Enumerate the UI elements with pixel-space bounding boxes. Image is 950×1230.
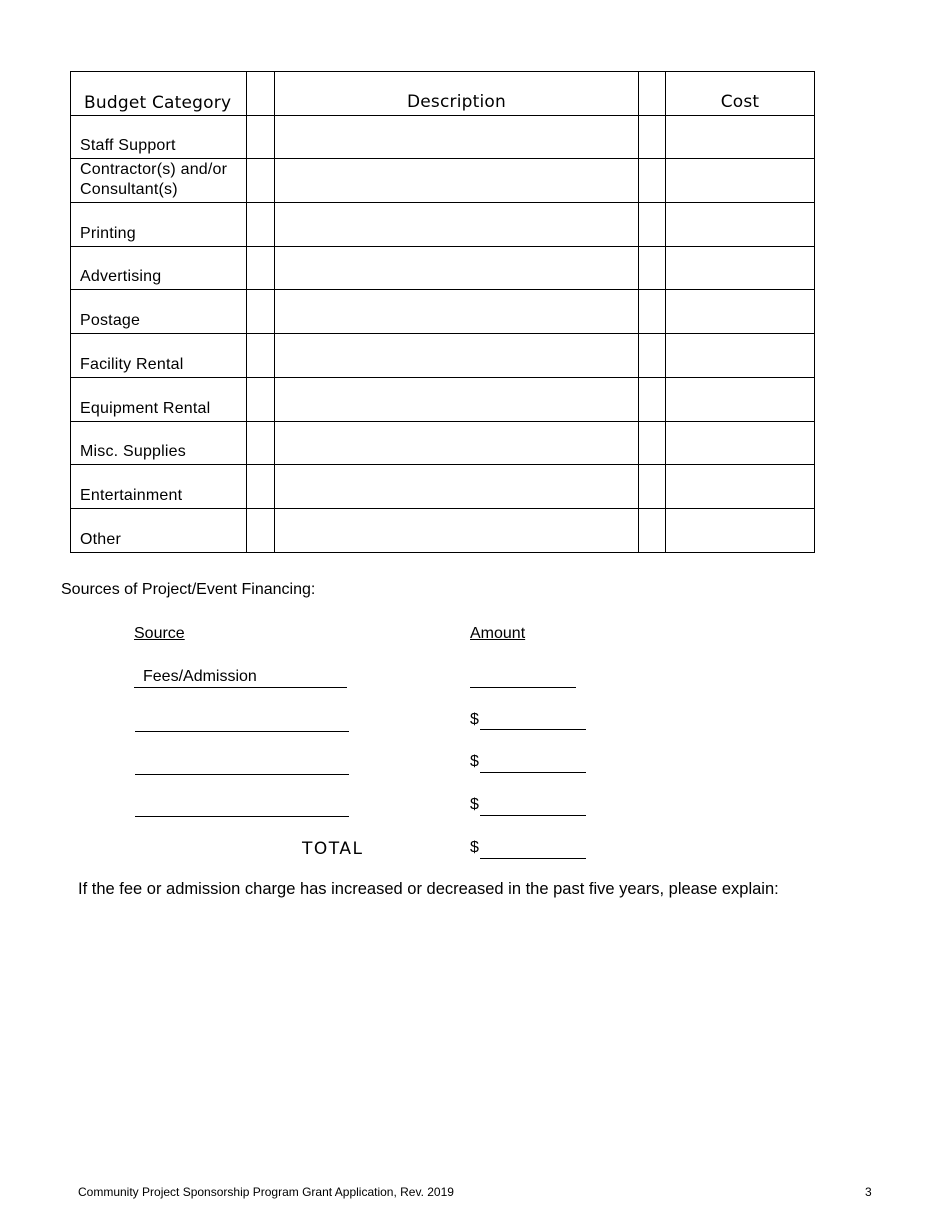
budget-header-row: [71, 72, 815, 116]
budget-row: [71, 508, 815, 552]
description-field[interactable]: [275, 115, 639, 159]
description-field[interactable]: [275, 421, 639, 465]
spacer-cell: [247, 115, 275, 159]
spacer-cell: [639, 508, 666, 552]
page-number: 3: [865, 1185, 872, 1199]
spacer-cell: [639, 465, 666, 509]
amount-field-4[interactable]: [480, 815, 586, 816]
spacer-cell: [639, 159, 666, 203]
cost-field[interactable]: [666, 377, 815, 421]
spacer-cell: [247, 421, 275, 465]
amount-field-2[interactable]: [480, 729, 586, 730]
budget-category-label: Entertainment: [71, 465, 247, 509]
spacer-cell: [639, 290, 666, 334]
cost-field[interactable]: [666, 421, 815, 465]
budget-row: [71, 203, 815, 247]
spacer-cell: [639, 203, 666, 247]
spacer-cell: [639, 421, 666, 465]
total-amount-field[interactable]: [480, 858, 586, 859]
budget-row: [71, 334, 815, 378]
description-field[interactable]: [275, 246, 639, 290]
budget-row: [71, 290, 815, 334]
description-header: Description: [275, 72, 639, 116]
source-column-header: Source: [134, 625, 185, 642]
source-field-2[interactable]: [135, 731, 349, 732]
spacer-cell: [247, 72, 275, 116]
description-field[interactable]: [275, 377, 639, 421]
spacer-cell: [639, 72, 666, 116]
budget-category-label: Advertising: [71, 246, 247, 290]
description-field[interactable]: [275, 508, 639, 552]
footer-text: Community Project Sponsorship Program Grant Application, Rev. 2019: [78, 1185, 454, 1199]
description-field[interactable]: [275, 203, 639, 247]
budget-category-label: Printing: [71, 203, 247, 247]
budget-category-label: Facility Rental: [71, 334, 247, 378]
budget-category-label: Misc. Supplies: [71, 421, 247, 465]
cost-field[interactable]: [666, 203, 815, 247]
spacer-cell: [639, 334, 666, 378]
total-label: TOTAL: [302, 839, 364, 859]
source-fees-admission: Fees/Admission: [143, 668, 257, 685]
spacer-cell: [639, 246, 666, 290]
dollar-sign: $: [470, 839, 479, 856]
budget-row: [71, 465, 815, 509]
budget-category-label: Postage: [71, 290, 247, 334]
dollar-sign: $: [470, 711, 479, 728]
explain-prompt: If the fee or admission charge has increased or decreased in the past five years, please explain:: [78, 880, 779, 898]
description-field[interactable]: [275, 465, 639, 509]
budget-row: [71, 115, 815, 159]
cost-field[interactable]: [666, 246, 815, 290]
dollar-sign: $: [470, 753, 479, 770]
budget-table: [70, 71, 815, 553]
dollar-sign: $: [470, 796, 479, 813]
cost-field[interactable]: [666, 290, 815, 334]
description-field[interactable]: [275, 290, 639, 334]
source-field-3[interactable]: [135, 774, 349, 775]
source-field-4[interactable]: [135, 816, 349, 817]
description-field[interactable]: [275, 159, 639, 203]
budget-row: [71, 246, 815, 290]
amount-column-header: Amount: [470, 625, 526, 642]
budget-category-header: Budget Category: [71, 72, 247, 116]
spacer-cell: [639, 377, 666, 421]
spacer-cell: [247, 465, 275, 509]
spacer-cell: [247, 159, 275, 203]
cost-field[interactable]: [666, 508, 815, 552]
cost-header: Cost: [666, 72, 815, 116]
explanation-area[interactable]: [78, 910, 868, 1160]
spacer-cell: [247, 508, 275, 552]
spacer-cell: [247, 203, 275, 247]
amount-field-3[interactable]: [480, 772, 586, 773]
amount-field-1[interactable]: [470, 687, 576, 688]
budget-category-label: Staff Support: [71, 115, 247, 159]
cost-field[interactable]: [666, 115, 815, 159]
budget-row: [71, 159, 815, 203]
budget-category-label: Contractor(s) and/or Consultant(s): [71, 159, 247, 203]
description-field[interactable]: [275, 334, 639, 378]
spacer-cell: [247, 290, 275, 334]
spacer-cell: [639, 115, 666, 159]
cost-field[interactable]: [666, 334, 815, 378]
financing-section-label: Sources of Project/Event Financing:: [61, 581, 316, 598]
budget-category-label: Other: [71, 508, 247, 552]
cost-field[interactable]: [666, 465, 815, 509]
budget-row: [71, 377, 815, 421]
source-field-1[interactable]: [134, 687, 347, 688]
budget-row: [71, 421, 815, 465]
spacer-cell: [247, 246, 275, 290]
budget-category-label: Equipment Rental: [71, 377, 247, 421]
spacer-cell: [247, 377, 275, 421]
spacer-cell: [247, 334, 275, 378]
cost-field[interactable]: [666, 159, 815, 203]
